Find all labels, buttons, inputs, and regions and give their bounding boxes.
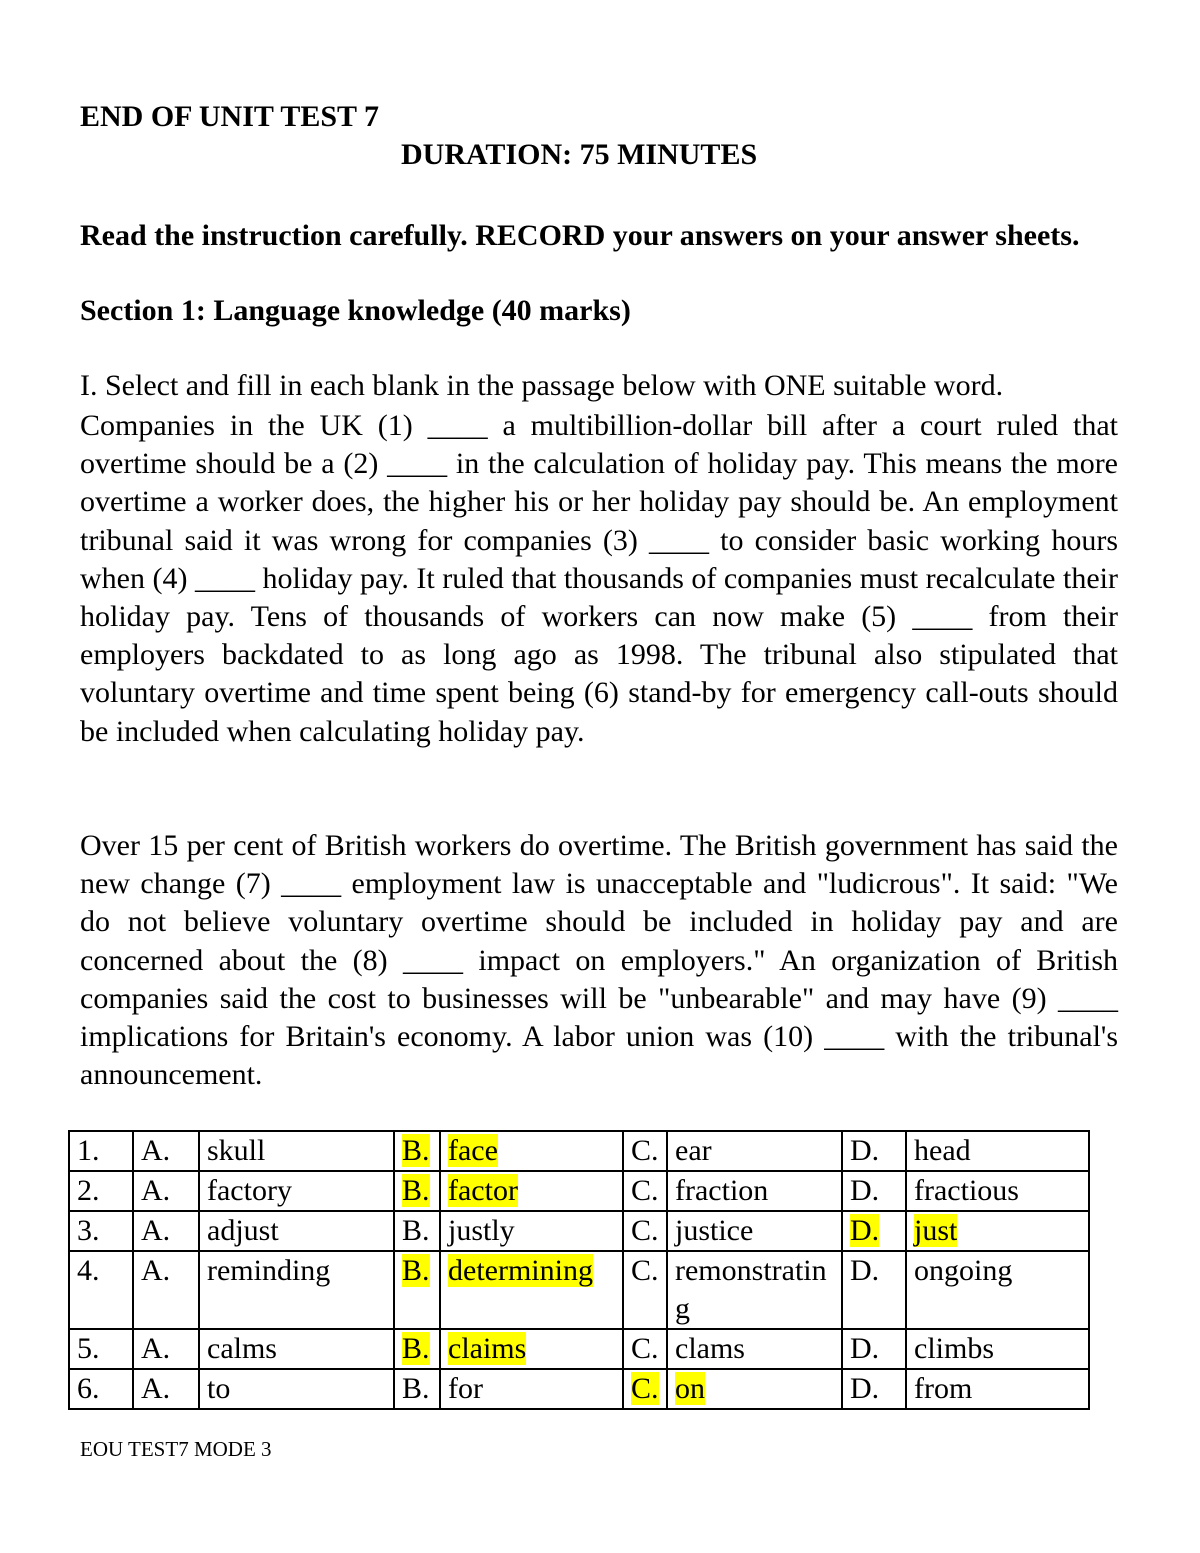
test-duration: DURATION: 75 MINUTES bbox=[401, 138, 758, 171]
option-letter-c: C. bbox=[631, 1254, 659, 1287]
option-letter-b: B. bbox=[402, 1174, 430, 1207]
option-c: justice bbox=[675, 1214, 754, 1247]
option-letter-d: D. bbox=[850, 1174, 880, 1207]
option-a: factory bbox=[207, 1174, 292, 1207]
option-b: justly bbox=[448, 1214, 515, 1247]
option-d: fractious bbox=[914, 1174, 1019, 1207]
answer-options-table bbox=[68, 1130, 1090, 1410]
option-letter-a: A. bbox=[141, 1134, 171, 1167]
option-letter-a: A. bbox=[141, 1254, 171, 1287]
option-a: to bbox=[207, 1372, 231, 1405]
question-number: 2. bbox=[69, 1171, 133, 1211]
option-letter-b: B. bbox=[402, 1332, 430, 1365]
option-a: adjust bbox=[207, 1214, 279, 1247]
option-letter-d: D. bbox=[850, 1134, 880, 1167]
task-title: I. Select and fill in each blank in the passage below with ONE suitable word. bbox=[80, 369, 1004, 402]
option-letter-a: A. bbox=[141, 1332, 171, 1365]
question-number: 5. bbox=[69, 1329, 133, 1369]
option-letter-d: D. bbox=[850, 1254, 880, 1287]
option-letter-a: A. bbox=[141, 1174, 171, 1207]
option-letter-d: D. bbox=[850, 1214, 880, 1247]
instructions: Read the instruction carefully. RECORD your answers on your answer sheets. bbox=[80, 219, 1080, 252]
option-c: clams bbox=[675, 1332, 745, 1365]
option-letter-c: C. bbox=[631, 1174, 659, 1207]
option-letter-c: C. bbox=[631, 1214, 659, 1247]
option-c: fraction bbox=[675, 1174, 769, 1207]
question-number: 6. bbox=[69, 1369, 133, 1409]
option-letter-b: B. bbox=[402, 1214, 430, 1247]
option-letter-c: C. bbox=[631, 1332, 659, 1365]
table-row bbox=[69, 1171, 1089, 1211]
option-b: determining bbox=[448, 1254, 593, 1287]
option-b: claims bbox=[448, 1332, 527, 1365]
option-letter-a: A. bbox=[141, 1214, 171, 1247]
option-a: reminding bbox=[207, 1254, 331, 1287]
option-b: face bbox=[448, 1134, 498, 1167]
option-d: head bbox=[914, 1134, 971, 1167]
option-d: ongoing bbox=[914, 1254, 1013, 1287]
option-a: calms bbox=[207, 1332, 277, 1365]
option-letter-b: B. bbox=[402, 1134, 430, 1167]
option-a: skull bbox=[207, 1134, 266, 1167]
question-number: 1. bbox=[69, 1131, 133, 1171]
option-c: on bbox=[675, 1372, 705, 1405]
passage-paragraph-1: Companies in the UK (1) ____ a multibillion-dollar bill after a court ruled that overtime should be a (2) ____ in the calculation of holiday pay. This means the more overtime a worker does, the higher his or her holiday pay should be. An employment tribunal said it was wrong for companies (3) ____ to consider basic working hours when (4) ____ holiday pay. It ruled that thousands of companies must recalculate their holiday pay. Tens of thousands of workers can now make (5) ____ from their employers backdated to as long ago as 1998. The tribunal also stipulated that voluntary overtime and time spent being (6) stand-by for emergency call-outs should be included when calculating holiday pay. bbox=[80, 409, 1118, 748]
option-letter-d: D. bbox=[850, 1332, 880, 1365]
option-letter-a: A. bbox=[141, 1372, 171, 1405]
table-row bbox=[69, 1131, 1089, 1171]
option-letter-b: B. bbox=[402, 1254, 430, 1287]
option-b: factor bbox=[448, 1174, 518, 1207]
table-row bbox=[69, 1369, 1089, 1409]
test-title: END OF UNIT TEST 7 bbox=[80, 100, 379, 133]
option-letter-b: B. bbox=[402, 1372, 430, 1405]
table-row bbox=[69, 1329, 1089, 1369]
option-b: for bbox=[448, 1372, 483, 1405]
option-letter-d: D. bbox=[850, 1372, 880, 1405]
option-d: climbs bbox=[914, 1332, 994, 1365]
table-row bbox=[69, 1251, 1089, 1329]
page-footer: EOU TEST7 MODE 3 bbox=[80, 1437, 272, 1461]
question-number: 3. bbox=[69, 1211, 133, 1251]
section-title: Section 1: Language knowledge (40 marks) bbox=[80, 294, 631, 327]
passage-paragraph-2: Over 15 per cent of British workers do overtime. The British government has said the new change (7) ____ employment law is unacceptable and "ludicrous". It said: "We do not believe voluntary overtime should be included in holiday pay and are concerned about the (8) ____ impact on employers." An organization of British companies said the cost to businesses will be "unbearable" and may have (9) ____ implications for Britain's economy. A labor union was (10) ____ with the tribunal's announcement. bbox=[80, 829, 1118, 1092]
option-letter-c: C. bbox=[631, 1372, 659, 1405]
option-letter-c: C. bbox=[631, 1134, 659, 1167]
option-d: just bbox=[914, 1214, 958, 1247]
option-d: from bbox=[914, 1372, 973, 1405]
option-c: ear bbox=[675, 1134, 712, 1167]
option-c: remonstrating bbox=[675, 1254, 827, 1325]
question-number: 4. bbox=[69, 1251, 133, 1329]
table-row bbox=[69, 1211, 1089, 1251]
